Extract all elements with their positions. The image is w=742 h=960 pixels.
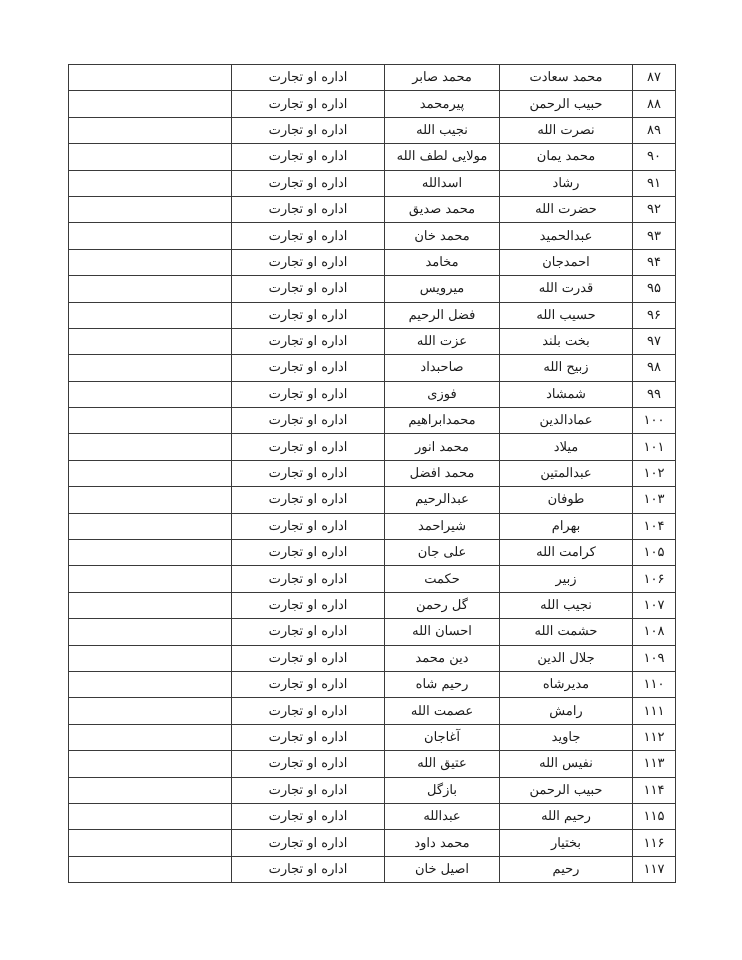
father-name-cell: حکمت [385,566,500,592]
name-cell: حبیب الرحمن [500,777,633,803]
note-cell [69,724,232,750]
roster-table [68,64,676,883]
name-cell: حبیب الرحمن [500,91,633,117]
father-name-cell: عبدالرحیم [385,487,500,513]
note-cell [69,645,232,671]
father-name-cell: محمد خان [385,223,500,249]
table-row [69,460,676,486]
table-row [69,487,676,513]
note-cell [69,144,232,170]
row-number-cell: ۱۱۰ [633,671,676,697]
table-row [69,117,676,143]
note-cell [69,566,232,592]
table-row [69,566,676,592]
father-name-cell: میرویس [385,276,500,302]
name-cell: عبدالحمید [500,223,633,249]
table-row [69,803,676,829]
note-cell [69,408,232,434]
department-cell: اداره او تجارت [232,434,385,460]
row-number-cell: ۱۰۸ [633,619,676,645]
row-number-cell: ۱۱۴ [633,777,676,803]
row-number-cell: ۱۱۷ [633,856,676,882]
father-name-cell: رحیم شاه [385,671,500,697]
department-cell: اداره او تجارت [232,302,385,328]
department-cell: اداره او تجارت [232,698,385,724]
department-cell: اداره او تجارت [232,671,385,697]
father-name-cell: احسان الله [385,619,500,645]
father-name-cell: بازگل [385,777,500,803]
name-cell: رشاد [500,170,633,196]
row-number-cell: ۱۰۵ [633,540,676,566]
father-name-cell: اسدالله [385,170,500,196]
row-number-cell: ۱۰۲ [633,460,676,486]
table-row [69,355,676,381]
father-name-cell: محمد صابر [385,65,500,91]
row-number-cell: ۹۳ [633,223,676,249]
row-number-cell: ۱۱۵ [633,803,676,829]
department-cell: اداره او تجارت [232,724,385,750]
row-number-cell: ۱۰۱ [633,434,676,460]
department-cell: اداره او تجارت [232,65,385,91]
note-cell [69,540,232,566]
name-cell: میلاد [500,434,633,460]
father-name-cell: عتیق الله [385,751,500,777]
department-cell: اداره او تجارت [232,276,385,302]
name-cell: رحیم [500,856,633,882]
table-row [69,540,676,566]
note-cell [69,249,232,275]
father-name-cell: محمدابراهیم [385,408,500,434]
table-row [69,777,676,803]
note-cell [69,698,232,724]
row-number-cell: ۱۱۱ [633,698,676,724]
father-name-cell: فوزی [385,381,500,407]
name-cell: رحیم الله [500,803,633,829]
name-cell: عمادالدین [500,408,633,434]
name-cell: محمد سعادت [500,65,633,91]
row-number-cell: ۸۹ [633,117,676,143]
department-cell: اداره او تجارت [232,566,385,592]
name-cell: بهرام [500,513,633,539]
note-cell [69,328,232,354]
row-number-cell: ۱۰۷ [633,592,676,618]
department-cell: اداره او تجارت [232,803,385,829]
table-row [69,170,676,196]
row-number-cell: ۱۰۹ [633,645,676,671]
father-name-cell: نجیب الله [385,117,500,143]
note-cell [69,117,232,143]
row-number-cell: ۹۷ [633,328,676,354]
name-cell: کرامت الله [500,540,633,566]
father-name-cell: اصیل خان [385,856,500,882]
department-cell: اداره او تجارت [232,408,385,434]
row-number-cell: ۹۵ [633,276,676,302]
name-cell: نفیس الله [500,751,633,777]
table-row [69,249,676,275]
father-name-cell: عصمت الله [385,698,500,724]
father-name-cell: محمد افضل [385,460,500,486]
name-cell: قدرت الله [500,276,633,302]
department-cell: اداره او تجارت [232,830,385,856]
row-number-cell: ۱۰۰ [633,408,676,434]
row-number-cell: ۸۷ [633,65,676,91]
name-cell: زبیر [500,566,633,592]
note-cell [69,671,232,697]
department-cell: اداره او تجارت [232,117,385,143]
name-cell: زبیح الله [500,355,633,381]
father-name-cell: پیرمحمد [385,91,500,117]
row-number-cell: ۹۹ [633,381,676,407]
note-cell [69,803,232,829]
name-cell: حضرت الله [500,196,633,222]
row-number-cell: ۱۱۲ [633,724,676,750]
department-cell: اداره او تجارت [232,328,385,354]
department-cell: اداره او تجارت [232,513,385,539]
table-row [69,223,676,249]
row-number-cell: ۹۸ [633,355,676,381]
row-number-cell: ۹۰ [633,144,676,170]
note-cell [69,355,232,381]
row-number-cell: ۸۸ [633,91,676,117]
name-cell: بختیار [500,830,633,856]
table-row [69,619,676,645]
father-name-cell: آغاجان [385,724,500,750]
father-name-cell: مولایی لطف الله [385,144,500,170]
father-name-cell: مخامد [385,249,500,275]
roster-body [69,65,676,883]
name-cell: عبدالمتین [500,460,633,486]
table-row [69,751,676,777]
note-cell [69,381,232,407]
table-row [69,671,676,697]
table-row [69,856,676,882]
note-cell [69,91,232,117]
name-cell: مدیرشاه [500,671,633,697]
department-cell: اداره او تجارت [232,91,385,117]
table-row [69,65,676,91]
table-row [69,513,676,539]
table-row [69,592,676,618]
row-number-cell: ۹۴ [633,249,676,275]
table-row [69,381,676,407]
note-cell [69,592,232,618]
table-row [69,196,676,222]
table-row [69,328,676,354]
name-cell: احمدجان [500,249,633,275]
name-cell: محمد یمان [500,144,633,170]
table-row [69,302,676,328]
name-cell: شمشاد [500,381,633,407]
department-cell: اداره او تجارت [232,540,385,566]
father-name-cell: محمد انور [385,434,500,460]
father-name-cell: محمد داود [385,830,500,856]
row-number-cell: ۱۰۴ [633,513,676,539]
row-number-cell: ۱۰۶ [633,566,676,592]
note-cell [69,434,232,460]
name-cell: بخت بلند [500,328,633,354]
father-name-cell: گل رحمن [385,592,500,618]
table-row [69,276,676,302]
table-row [69,830,676,856]
name-cell: جاوید [500,724,633,750]
father-name-cell: عبدالله [385,803,500,829]
father-name-cell: شیراحمد [385,513,500,539]
department-cell: اداره او تجارت [232,592,385,618]
note-cell [69,856,232,882]
department-cell: اداره او تجارت [232,856,385,882]
department-cell: اداره او تجارت [232,381,385,407]
note-cell [69,619,232,645]
department-cell: اداره او تجارت [232,223,385,249]
father-name-cell: علی جان [385,540,500,566]
row-number-cell: ۱۱۳ [633,751,676,777]
row-number-cell: ۹۲ [633,196,676,222]
name-cell: نجیب الله [500,592,633,618]
department-cell: اداره او تجارت [232,460,385,486]
note-cell [69,513,232,539]
row-number-cell: ۱۰۳ [633,487,676,513]
department-cell: اداره او تجارت [232,645,385,671]
department-cell: اداره او تجارت [232,170,385,196]
table-row [69,645,676,671]
name-cell: طوفان [500,487,633,513]
department-cell: اداره او تجارت [232,355,385,381]
row-number-cell: ۱۱۶ [633,830,676,856]
father-name-cell: عزت الله [385,328,500,354]
note-cell [69,777,232,803]
note-cell [69,196,232,222]
table-row [69,698,676,724]
note-cell [69,830,232,856]
department-cell: اداره او تجارت [232,487,385,513]
note-cell [69,65,232,91]
name-cell: نصرت الله [500,117,633,143]
note-cell [69,487,232,513]
note-cell [69,751,232,777]
table-row [69,91,676,117]
note-cell [69,276,232,302]
row-number-cell: ۹۶ [633,302,676,328]
father-name-cell: فضل الرحیم [385,302,500,328]
name-cell: رامش [500,698,633,724]
department-cell: اداره او تجارت [232,751,385,777]
department-cell: اداره او تجارت [232,777,385,803]
name-cell: جلال الدین [500,645,633,671]
father-name-cell: محمد صدیق [385,196,500,222]
name-cell: حسیب الله [500,302,633,328]
table-row [69,724,676,750]
department-cell: اداره او تجارت [232,144,385,170]
father-name-cell: صاحبداد [385,355,500,381]
note-cell [69,170,232,196]
department-cell: اداره او تجارت [232,249,385,275]
table-row [69,434,676,460]
note-cell [69,302,232,328]
table-row [69,144,676,170]
department-cell: اداره او تجارت [232,196,385,222]
name-cell: حشمت الله [500,619,633,645]
note-cell [69,460,232,486]
department-cell: اداره او تجارت [232,619,385,645]
row-number-cell: ۹۱ [633,170,676,196]
note-cell [69,223,232,249]
father-name-cell: دین محمد [385,645,500,671]
table-row [69,408,676,434]
